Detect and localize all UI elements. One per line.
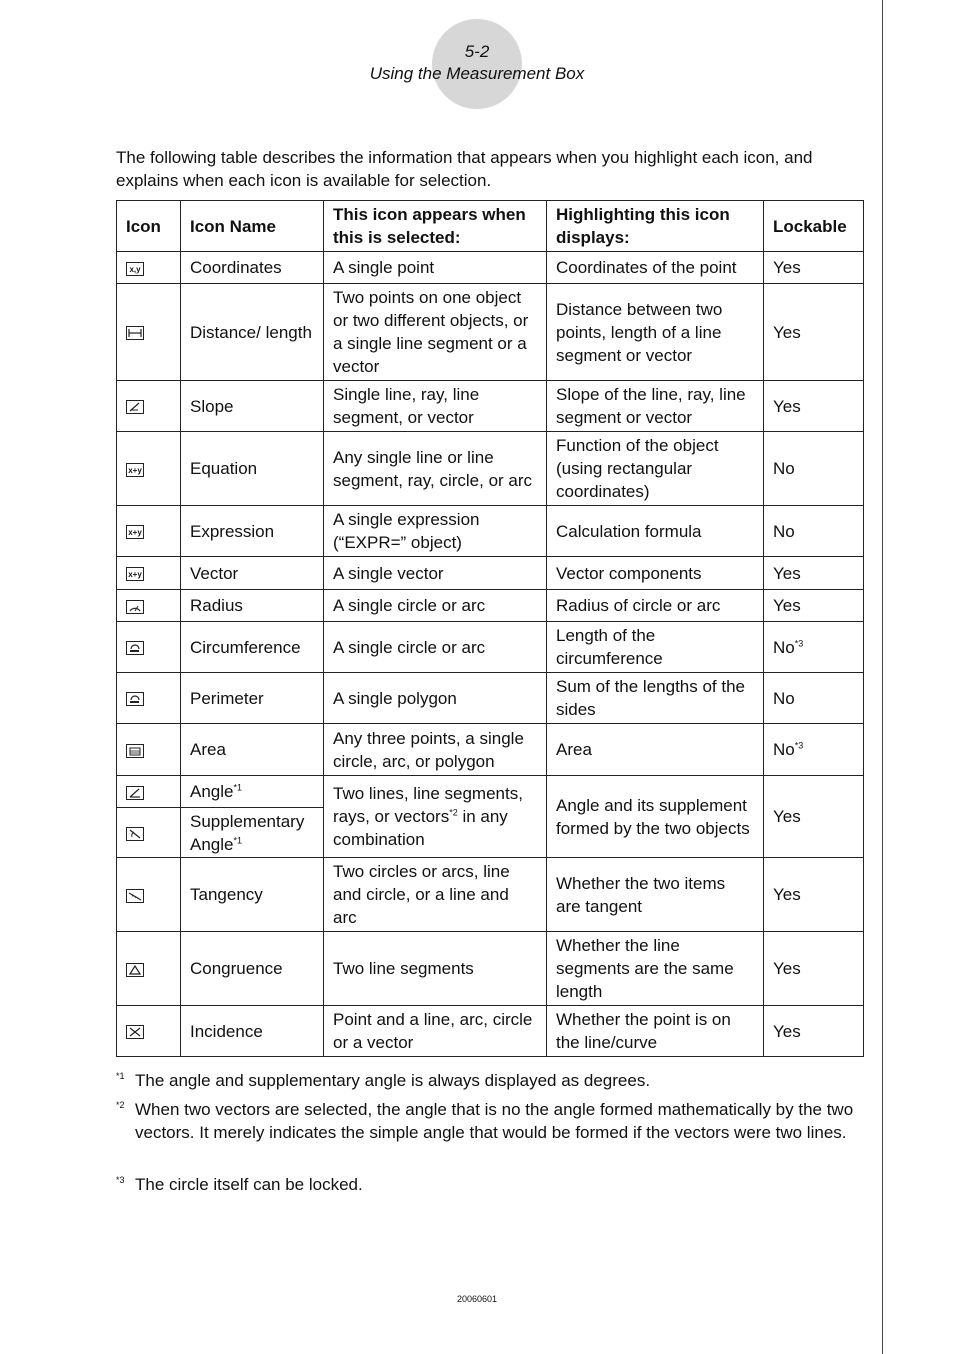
displays-cell: Whether the point is on the line/curve [547,1006,764,1057]
icon-cell [117,858,181,932]
footnote-mark: *3 [116,1175,125,1185]
table-row [117,724,864,776]
icon-name-cell: Supplementary Angle$^{*1}$ [181,808,324,858]
perimeter-icon[interactable] [126,692,144,706]
appears-cell: Two line segments [324,932,547,1006]
displays-cell: Area [547,724,764,776]
lockable-cell: No$^{*3}$ [764,724,864,776]
footnote-ref: *2 [449,807,458,818]
header-displays: Highlighting this icon displays: [547,201,764,252]
appears-cell: A single vector [324,557,547,590]
table-row [117,932,864,1006]
icon-name-cell: Area [181,724,324,776]
footnote-mark: *2 [116,1100,125,1110]
displays-cell: Function of the object (using rectangular coordinates) [547,432,764,506]
lockable-cell: Yes [764,776,864,858]
area-icon[interactable] [126,744,144,758]
distance-length-icon[interactable] [126,326,144,340]
icon-name-cell: Coordinates [181,252,324,284]
table-row [117,557,864,590]
measurement-table [116,200,864,1057]
angle-icon[interactable] [126,786,144,800]
table-row [117,1006,864,1057]
table-row [117,432,864,506]
table-row [117,252,864,284]
footnote-2 [116,1098,856,1144]
icon-cell [117,673,181,724]
icon-cell [117,776,181,808]
footer-code: 20060601 [456,1294,498,1304]
vector-icon[interactable]: x+y [126,567,144,581]
displays-cell: Slope of the line, ray, line segment or vector [547,381,764,432]
appears-cell: Two lines, line segments, rays, or vectors$^{*2}$ in any combination [324,776,547,858]
congruence-icon[interactable] [126,963,144,977]
footnote-text: The angle and supplementary angle is always displayed as degrees. [135,1071,651,1090]
icon-cell [117,432,181,506]
icon-cell [117,381,181,432]
icon-cell [117,622,181,673]
displays-cell: Radius of circle or arc [547,590,764,622]
icon-name-cell: Expression [181,506,324,557]
lockable-cell: No [764,432,864,506]
table-row [117,776,864,808]
displays-cell: Angle and its supplement formed by the two objects [547,776,764,858]
lockable-cell: Yes [764,252,864,284]
table-row [117,673,864,724]
footnote-ref: *1 [233,834,242,845]
displays-cell: Length of the circumference [547,622,764,673]
appears-cell: A single point [324,252,547,284]
icon-cell [117,1006,181,1057]
icon-name-cell: Perimeter [181,673,324,724]
equation-icon[interactable]: x+y [126,463,144,477]
displays-cell: Distance between two points, length of a line segment or vector [547,284,764,381]
table-row [117,590,864,622]
icon-name-cell: Circumference [181,622,324,673]
icon-cell [117,932,181,1006]
intro-paragraph: The following table describes the information that appears when you highlight each icon, and explains when each icon is available for selection. [116,148,813,190]
icon-cell [117,506,181,557]
circumference-icon[interactable] [126,641,144,655]
table-row [117,284,864,381]
footnote-1 [116,1069,856,1092]
slope-icon[interactable] [126,400,144,414]
icon-name-cell: Radius [181,590,324,622]
appears-cell: A single circle or arc [324,590,547,622]
supplementary-angle-icon[interactable] [126,827,144,841]
lockable-cell: No [764,673,864,724]
footnote-mark: *1 [116,1071,125,1081]
displays-cell: Coordinates of the point [547,252,764,284]
lockable-cell: Yes [764,381,864,432]
table-header-row [117,201,864,252]
displays-cell: Whether the line segments are the same length [547,932,764,1006]
footnote-ref: *3 [794,637,804,648]
icon-cell [117,557,181,590]
lockable-cell: No$^{*3}$ [764,622,864,673]
coordinates-icon[interactable]: x,y [126,262,144,276]
displays-cell: Whether the two items are tangent [547,858,764,932]
header-icon-name: Icon Name [181,201,324,252]
footnote-ref: *1 [233,782,242,793]
displays-cell: Calculation formula [547,506,764,557]
lockable-cell: Yes [764,284,864,381]
table-row [117,506,864,557]
displays-cell: Sum of the lengths of the sides [547,673,764,724]
lockable-cell: Yes [764,932,864,1006]
lockable-cell: Yes [764,590,864,622]
displays-cell: Vector components [547,557,764,590]
footnote-3 [116,1173,856,1196]
section-number: 5-2 [464,42,490,61]
icon-cell [117,590,181,622]
icon-cell [117,284,181,381]
icon-name-cell: Incidence [181,1006,324,1057]
icon-name-cell: Slope [181,381,324,432]
icon-name-cell: Congruence [181,932,324,1006]
footnote-ref: *3 [794,740,804,751]
appears-cell: Point and a line, arc, circle or a vector [324,1006,547,1057]
appears-cell: Any three points, a single circle, arc, or polygon [324,724,547,776]
page-edge-rule [882,0,883,1354]
lockable-cell: Yes [764,1006,864,1057]
appears-cell: Any single line or line segment, ray, circle, or arc [324,432,547,506]
incidence-icon[interactable] [126,1025,144,1039]
tangency-icon[interactable] [126,889,144,903]
lockable-cell: Yes [764,557,864,590]
appears-cell: A single expression (“EXPR=” object) [324,506,547,557]
table-row [117,858,864,932]
icon-name-cell: Distance/ length [181,284,324,381]
header-lockable: Lockable [764,201,864,252]
footnote-text: The circle itself can be locked. [135,1175,363,1194]
icon-cell [117,724,181,776]
table-row [117,381,864,432]
icon-cell [117,252,181,284]
lockable-cell: Yes [764,858,864,932]
icon-cell [117,808,181,858]
section-title: Using the Measurement Box [369,64,585,83]
appears-cell: A single circle or arc [324,622,547,673]
icon-name-cell: Tangency [181,858,324,932]
header-icon: Icon [117,201,181,252]
icon-name-cell: Angle$^{*1}$ [181,776,324,808]
appears-cell: Two circles or arcs, line and circle, or a line and arc [324,858,547,932]
header-appears: This icon appears when this is selected: [324,201,547,252]
lockable-cell: No [764,506,864,557]
appears-cell: Single line, ray, line segment, or vector [324,381,547,432]
appears-cell: Two points on one object or two different objects, or a single line segment or a vector [324,284,547,381]
footnote-text: When two vectors are selected, the angle that is no the angle formed mathematically by the two vectors. It merely indicates the simple angle that would be formed if the vectors were two lines. [135,1100,854,1142]
radius-icon[interactable] [126,600,144,614]
icon-name-cell: Equation [181,432,324,506]
appears-cell: A single polygon [324,673,547,724]
expression-icon[interactable]: x+y [126,525,144,539]
icon-name-cell: Vector [181,557,324,590]
table-row [117,622,864,673]
